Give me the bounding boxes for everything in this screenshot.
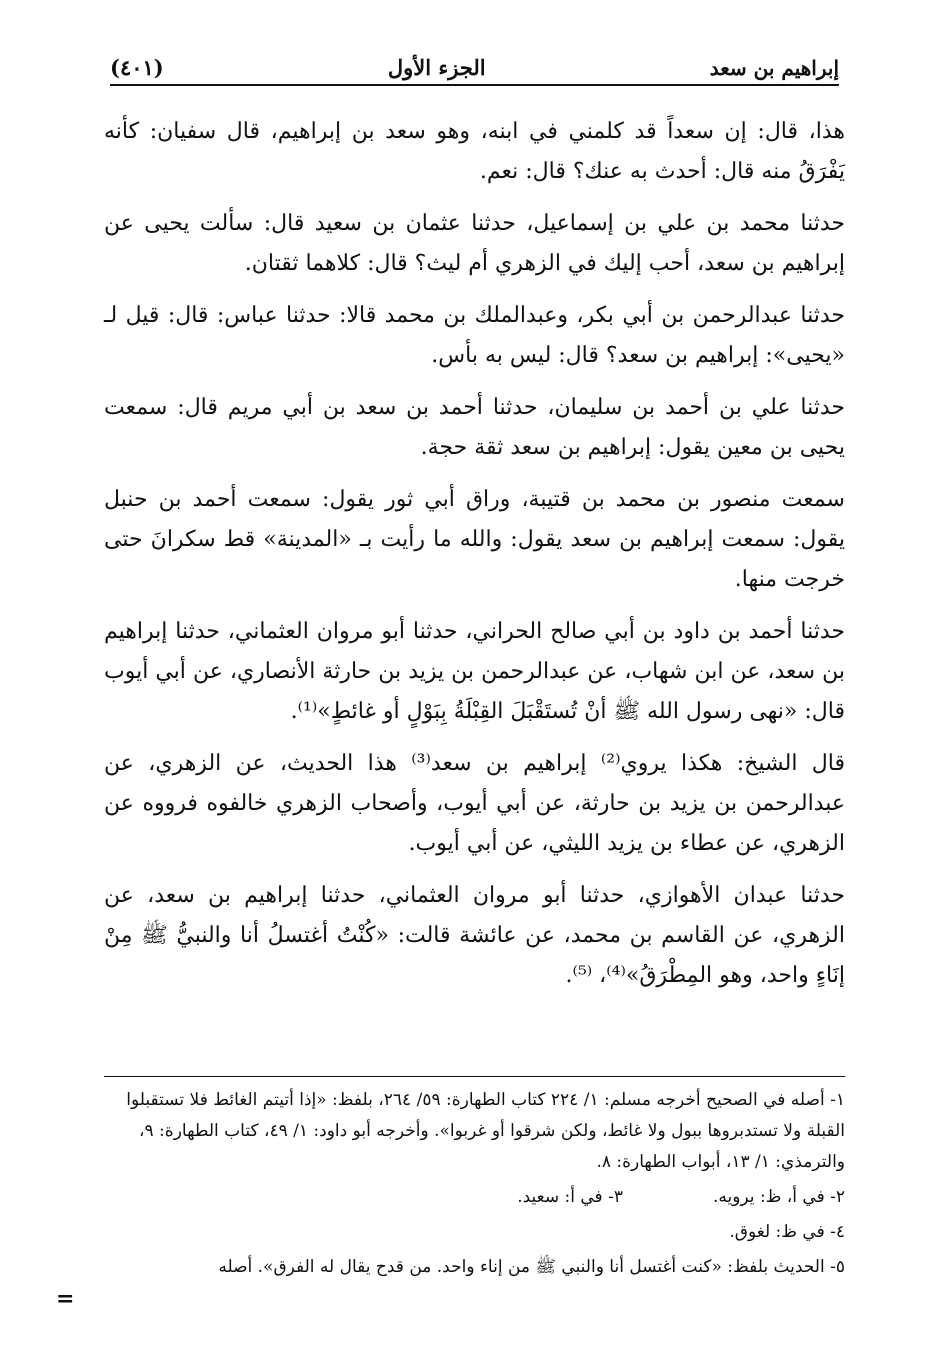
paragraph: حدثنا علي بن أحمد بن سليمان، حدثنا أحمد بن سعد بن أبي مريم قال: سمعت يحيى بن معين يقول: إبراهيم بن سعد ثقة حجة.	[104, 395, 845, 460]
paragraph: حدثنا عبدالرحمن بن أبي بكر، وعبدالملك بن محمد قالا: حدثنا عباس: قال: قيل لـ «يحيى»: إبراهيم بن سعد؟ قال: ليس به بأس.	[104, 303, 845, 368]
header-author: إبراهيم بن سعد	[709, 56, 839, 80]
paragraph: حدثنا محمد بن علي بن إسماعيل، حدثنا عثمان بن سعيد قال: سألت يحيى عن إبراهيم بن سعد، أحب إليك في الزهري أم ليث؟ قال: كلاهما ثقتان.	[104, 211, 845, 276]
header-part: الجزء الأول	[387, 55, 486, 80]
paragraph: حدثنا أحمد بن داود بن أبي صالح الحراني، حدثنا أبو مروان العثماني، حدثنا إبراهيم بن سعد، عن ابن شهاب، عن عبدالرحمن بن يزيد بن حارثة الأنصاري، عن أبي أيوب قال: «نهى رسول الله ﷺ أنْ تُستَقْبَلَ القِبْلَةُ بِبَوْلٍ أو غائطٍ»⁽¹⁾.	[104, 619, 845, 724]
running-header	[110, 40, 839, 86]
footnote-2: ٢- في أ، ظ: يرويه.	[712, 1187, 845, 1207]
main-text	[104, 112, 845, 1008]
paragraph: حدثنا عبدان الأهوازي، حدثنا أبو مروان العثماني، حدثنا إبراهيم بن سعد، عن الزهري، عن القاسم بن محمد، عن عائشة قالت: «كُنْتُ أغتسلُ أنا والنبيُّ ﷺ مِنْ إنَاءٍ واحد، وهو المِطْرَقُ»⁽⁴⁾، ⁽⁵⁾.	[104, 883, 845, 988]
paragraph: سمعت منصور بن محمد بن قتيبة، وراق أبي ثور يقول: سمعت أحمد بن حنبل يقول: سمعت إبراهيم بن سعد يقول: والله ما رأيت بـ «المدينة» قط سكرانَ حتى خرجت منها.	[104, 487, 845, 592]
paragraph: قال الشيخ: هكذا يروي⁽²⁾ إبراهيم بن سعد⁽³⁾ هذا الحديث، عن الزهري، عن عبدالرحمن بن يزيد بن حارثة، عن أبي أيوب، وأصحاب الزهري خالفوه فرووه عن الزهري، عن عطاء بن يزيد الليثي، عن أبي أيوب.	[104, 751, 845, 856]
footnote-5: ٥- الحديث بلفظ: «كنت أغتسل أنا والنبي ﷺ من إناء واحد. من قدح يقال له الفرق». أصله	[218, 1257, 845, 1277]
footnote-4: ٤- في ظ: لغوق.	[729, 1222, 845, 1242]
footnote-3: ٣- في أ: سعيد.	[517, 1187, 623, 1207]
footnotes	[104, 1076, 845, 1287]
paragraph: هذا، قال: إن سعداً قد كلمني في ابنه، وهو سعد بن إبراهيم، قال سفيان: كأنه يَفْرَقُ منه قال: أحدث به عنك؟ قال: نعم.	[104, 119, 845, 184]
footnote-1: ١- أصله في الصحيح أخرجه مسلم: ١/ ٢٢٤ كتاب الطهارة: ٥٩/ ٢٦٤، بلفظ: «إذا أتيتم الغائط فلا تستقبلوا القبلة ولا تستدبروها ببول ولا غائط، ولكن شرقوا أو غربوا». وأخرجه أبو داود: ١/ ٤٩، كتاب الطهارة: ٩، والترمذي: ١/ ١٣، أبواب الطهارة: ٨.	[126, 1090, 845, 1172]
page-number: (٤٠١)	[110, 55, 164, 80]
footnote-row	[104, 1182, 845, 1217]
continuation-mark: =	[56, 1286, 75, 1312]
